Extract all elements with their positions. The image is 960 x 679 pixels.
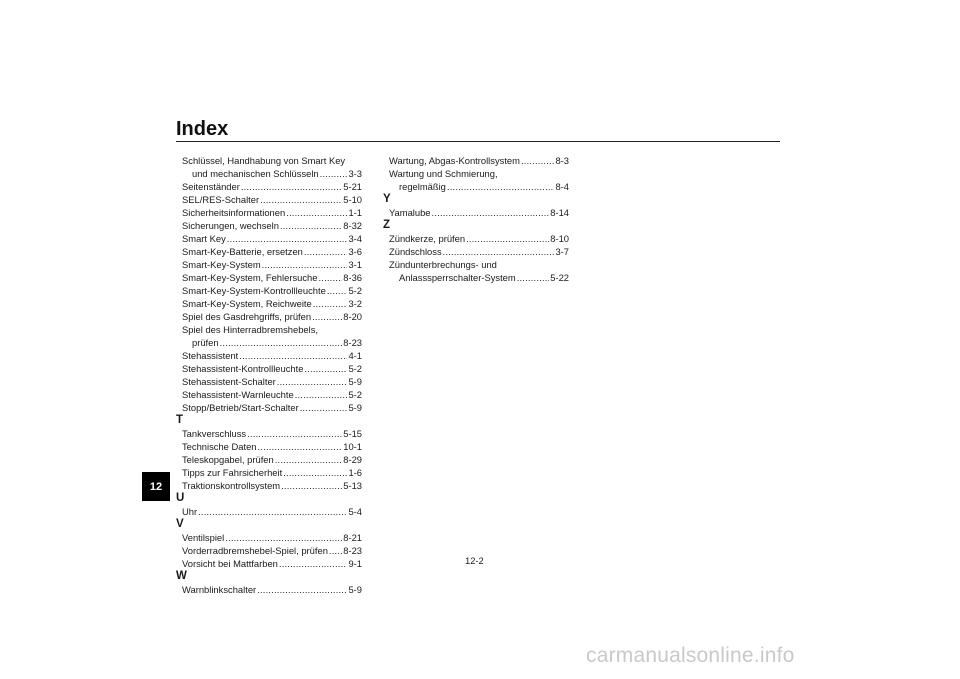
index-entry <box>176 440 362 453</box>
index-entry-page: 5-2 <box>348 285 362 296</box>
index-entry <box>176 375 362 388</box>
dot-leader <box>300 401 348 414</box>
index-entry-page: 8-3 <box>555 155 569 166</box>
dot-leader <box>198 505 347 518</box>
index-entry <box>176 466 362 479</box>
index-entry <box>176 206 362 219</box>
index-entry-text: SEL/RES-Schalter <box>182 194 260 205</box>
index-entry-page: 5-9 <box>348 402 362 413</box>
index-entry-heading: Wartung und Schmierung, <box>389 168 498 179</box>
index-entry <box>176 401 362 414</box>
index-entry <box>176 284 362 297</box>
index-entry-page: 8-32 <box>343 220 362 231</box>
index-entry-page: 3-6 <box>348 246 362 257</box>
dot-leader <box>521 154 554 167</box>
dot-leader <box>517 271 550 284</box>
dot-leader <box>275 453 343 466</box>
dot-leader <box>247 427 342 440</box>
index-entry-text: und mechanischen Schlüsseln <box>192 168 319 179</box>
index-entry <box>176 258 362 271</box>
dot-leader <box>241 180 342 193</box>
dot-leader <box>313 297 348 310</box>
index-entry-page: 1-6 <box>348 467 362 478</box>
index-entry-page: 10-1 <box>343 441 362 452</box>
dot-leader <box>277 375 348 388</box>
index-entry-page: 5-9 <box>348 376 362 387</box>
index-entry-text: Warnblinkschalter <box>182 584 257 595</box>
index-entry-text: Smart-Key-System, Reichweite <box>182 298 312 309</box>
index-entry-page: 8-10 <box>550 233 569 244</box>
index-entry <box>176 310 362 323</box>
index-section-letter: U <box>176 492 185 504</box>
dot-leader <box>466 232 549 245</box>
index-entry-text: Smart Key <box>182 233 226 244</box>
dot-leader <box>281 479 342 492</box>
index-entry-text: Zündkerze, prüfen <box>389 233 466 244</box>
index-entry-page: 5-2 <box>348 389 362 400</box>
dot-leader <box>329 544 342 557</box>
index-entry-text: Technische Daten <box>182 441 257 452</box>
index-entry-page: 8-4 <box>555 181 569 192</box>
index-entry-text: Stopp/Betrieb/Start-Schalter <box>182 402 299 413</box>
dot-leader <box>286 206 347 219</box>
index-entry-page: 8-36 <box>343 272 362 283</box>
dot-leader <box>227 232 348 245</box>
index-entry <box>176 544 362 557</box>
index-section-letter: T <box>176 414 184 426</box>
index-entry <box>383 206 569 219</box>
index-section-letter: V <box>176 518 184 530</box>
index-entry <box>383 154 569 167</box>
index-entry-text: Tankverschluss <box>182 428 247 439</box>
index-entry <box>176 388 362 401</box>
page-title: Index <box>176 118 229 140</box>
index-entry-text: Stehassistent <box>182 350 239 361</box>
index-entry-page: 3-7 <box>555 246 569 257</box>
index-entry <box>176 349 362 362</box>
index-entry-text: Teleskopgabel, prüfen <box>182 454 274 465</box>
index-entry-page: 3-4 <box>348 233 362 244</box>
index-entry-page: 8-29 <box>343 454 362 465</box>
dot-leader <box>262 258 348 271</box>
header-rule <box>176 141 780 142</box>
index-entry <box>176 219 362 232</box>
index-entry-page: 5-13 <box>343 480 362 491</box>
index-entry <box>176 193 362 206</box>
index-entry-page: 3-3 <box>348 168 362 179</box>
index-entry-text: Stehassistent-Kontrollleuchte <box>182 363 304 374</box>
index-entry-text: Anlasssperrschalter-System <box>399 272 516 283</box>
dot-leader <box>432 206 550 219</box>
index-entry-text: prüfen <box>192 337 219 348</box>
index-entry-text: regelmäßig <box>399 181 446 192</box>
index-entry <box>176 557 362 570</box>
index-entry-text: Traktionskontrollsystem <box>182 480 281 491</box>
index-entry <box>176 505 362 518</box>
index-entry-text: Smart-Key-System <box>182 259 261 270</box>
dot-leader <box>312 310 342 323</box>
index-entry <box>176 297 362 310</box>
index-entry-page: 5-9 <box>348 584 362 595</box>
dot-leader <box>280 219 342 232</box>
index-entry-text: Yamalube <box>389 207 431 218</box>
index-entry-page: 4-1 <box>348 350 362 361</box>
index-section-letter: W <box>176 570 187 582</box>
index-entry-heading: Schlüssel, Handhabung von Smart Key <box>182 155 346 166</box>
index-entry-text: Smart-Key-Batterie, ersetzen <box>182 246 303 257</box>
dot-leader <box>327 284 348 297</box>
page-number: 12-2 <box>465 555 484 566</box>
index-entry <box>176 180 362 193</box>
index-entry <box>176 167 362 180</box>
index-entry-page: 9-1 <box>348 558 362 569</box>
index-entry-text: Stehassistent-Warnleuchte <box>182 389 294 400</box>
index-entry-text: Sicherheitsinformationen <box>182 207 286 218</box>
index-entry-page: 3-2 <box>348 298 362 309</box>
index-entry-page: 5-2 <box>348 363 362 374</box>
dot-leader <box>283 466 347 479</box>
index-entry <box>383 232 569 245</box>
index-entry-page: 1-1 <box>348 207 362 218</box>
watermark: carmanualsonline.info <box>586 644 795 667</box>
dot-leader <box>304 362 347 375</box>
index-entry <box>176 583 362 596</box>
dot-leader <box>257 583 347 596</box>
index-entry-text: Ventilspiel <box>182 532 225 543</box>
index-entry-page: 5-4 <box>348 506 362 517</box>
index-entry <box>383 271 569 284</box>
dot-leader <box>220 336 343 349</box>
index-entry <box>176 271 362 284</box>
index-entry-page: 5-22 <box>550 272 569 283</box>
index-entry-page: 8-20 <box>343 311 362 322</box>
index-entry-page: 5-10 <box>343 194 362 205</box>
index-entry-text: Uhr <box>182 506 198 517</box>
index-entry <box>383 180 569 193</box>
index-entry-text: Zündschloss <box>389 246 442 257</box>
index-entry-text: Sicherungen, wechseln <box>182 220 279 231</box>
index-entry-heading: Zündunterbrechungs- und <box>389 259 497 270</box>
dot-leader <box>239 349 347 362</box>
dot-leader <box>443 245 555 258</box>
dot-leader <box>258 440 343 453</box>
index-entry-page: 8-23 <box>343 337 362 348</box>
dot-leader <box>447 180 555 193</box>
dot-leader <box>279 557 348 570</box>
index-entry-text: Stehassistent-Schalter <box>182 376 276 387</box>
index-entry-text: Vorderradbremshebel-Spiel, prüfen <box>182 545 328 556</box>
index-entry <box>176 453 362 466</box>
index-entry-text: Seitenständer <box>182 181 240 192</box>
index-entry <box>176 362 362 375</box>
index-column-right <box>383 154 569 284</box>
index-column-left <box>176 154 362 596</box>
index-entry <box>383 245 569 258</box>
index-entry-page: 8-23 <box>343 545 362 556</box>
index-entry <box>176 531 362 544</box>
chapter-tab: 12 <box>142 472 170 501</box>
index-entry-page: 3-1 <box>348 259 362 270</box>
index-entry <box>176 336 362 349</box>
index-entry-page: 8-21 <box>343 532 362 543</box>
dot-leader <box>225 531 342 544</box>
index-entry-text: Vorsicht bei Mattfarben <box>182 558 278 569</box>
index-entry <box>176 479 362 492</box>
dot-leader <box>320 167 348 180</box>
dot-leader <box>304 245 348 258</box>
index-entry-text: Smart-Key-System, Fehlersuche <box>182 272 318 283</box>
dot-leader <box>260 193 342 206</box>
index-section-letter: Z <box>383 219 391 231</box>
index-entry-text: Smart-Key-System-Kontrollleuchte <box>182 285 326 296</box>
index-entry <box>176 245 362 258</box>
index-entry-page: 8-14 <box>550 207 569 218</box>
dot-leader <box>295 388 348 401</box>
index-entry-text: Spiel des Gasdrehgriffs, prüfen <box>182 311 312 322</box>
index-entry-text: Tipps zur Fahrsicherheit <box>182 467 283 478</box>
dot-leader <box>318 271 342 284</box>
index-entry-page: 5-21 <box>343 181 362 192</box>
index-entry <box>176 427 362 440</box>
index-entry-heading: Spiel des Hinterradbremshebels, <box>182 324 319 335</box>
index-entry-text: Wartung, Abgas-Kontrollsystem <box>389 155 520 166</box>
index-section-letter: Y <box>383 193 391 205</box>
index-entry-page: 5-15 <box>343 428 362 439</box>
index-entry <box>176 232 362 245</box>
